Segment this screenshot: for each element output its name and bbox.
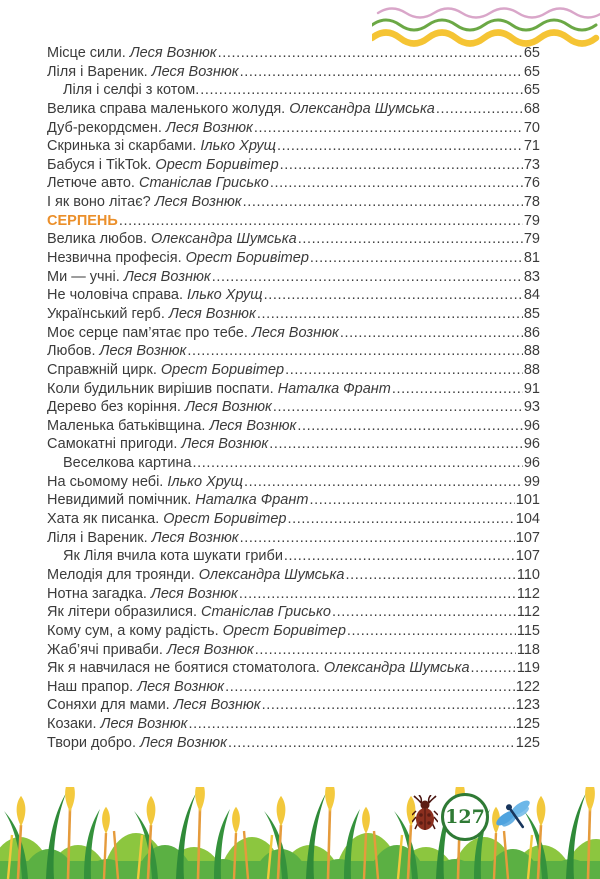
dotted-leader	[188, 716, 514, 732]
toc-entry-title: Український герб.	[47, 305, 165, 322]
toc-entry-author: Орест Боривітер	[155, 156, 279, 173]
toc-entry-title: Велика справа маленького жолудя.	[47, 100, 286, 117]
dotted-leader	[471, 660, 516, 676]
toc-entry	[47, 362, 540, 381]
toc-entry	[47, 660, 540, 679]
toc-entry-author: Леся Вознюк	[166, 641, 254, 658]
toc-entry-title: Велика любов.	[47, 231, 148, 248]
toc-entry-title: Справжній цирк.	[47, 361, 157, 378]
toc-entry	[47, 213, 540, 232]
toc-entry-page: 96	[523, 436, 540, 453]
dotted-leader	[257, 306, 523, 322]
toc-entry-title: Веселкова картина	[63, 455, 192, 472]
toc-entry-page: 101	[515, 492, 540, 509]
toc-entry-title: Соняхи для мами.	[47, 697, 170, 714]
toc-entry	[47, 511, 540, 530]
toc-entry-page: 65	[523, 82, 540, 99]
dotted-leader	[436, 101, 523, 117]
toc-entry-title: Невидимий помічник.	[47, 492, 192, 509]
dotted-leader	[240, 530, 515, 546]
dotted-leader	[298, 231, 523, 247]
toc-entry-title: Маленька батьківщина.	[47, 417, 206, 434]
toc-entry-title: Місце сили.	[47, 45, 126, 61]
toc-entry-page: 65	[523, 63, 540, 80]
toc-entry-author: Леся Вознюк	[151, 63, 239, 80]
toc-entry-title: Самокатні пригоди.	[47, 436, 178, 453]
toc-entry	[47, 567, 540, 586]
toc-entry	[47, 586, 540, 605]
toc-entry-page: 83	[523, 268, 540, 285]
toc-entry-title: На сьомому небі.	[47, 473, 164, 490]
toc-entry	[47, 250, 540, 269]
toc-entry	[47, 399, 540, 418]
toc-entry-author: Орест Боривітер	[160, 361, 285, 378]
page-number: 127	[445, 806, 485, 828]
toc-entry-title: Летюче авто.	[47, 175, 135, 192]
toc-entry-author: Леся Вознюк	[137, 678, 225, 695]
toc-entry-author: Леся Вознюк	[181, 436, 269, 453]
dotted-leader	[392, 381, 523, 397]
toc-entry-page: 122	[515, 678, 540, 695]
toc-entry	[47, 64, 540, 83]
toc-entry-author: Леся Вознюк	[129, 45, 217, 61]
toc-entry-author: Орест Боривітер	[163, 511, 287, 528]
toc-entry-author: Станіслав Грисько	[138, 175, 269, 192]
toc-entry-page: 70	[523, 119, 540, 136]
toc-entry-title: Мелодія для троянди.	[47, 566, 195, 583]
dotted-leader	[277, 138, 523, 154]
toc-entry-page: 85	[523, 305, 540, 322]
toc-entry-author: Олександра Шумська	[198, 566, 345, 583]
toc-entry	[47, 492, 540, 511]
toc-entry-page: 86	[523, 324, 540, 341]
toc-entry-page: 81	[523, 250, 540, 267]
toc-entry-title: Ми — учні.	[47, 268, 120, 285]
toc-entry-author: Наталка Франт	[195, 492, 309, 509]
toc-entry-page: 73	[523, 156, 540, 173]
toc-entry	[47, 530, 540, 549]
toc-entry	[47, 45, 540, 64]
dotted-leader	[228, 735, 515, 751]
toc-entry	[47, 138, 540, 157]
toc-entry-page: 71	[523, 138, 540, 155]
toc-entry	[47, 306, 540, 325]
toc-entry-page: 96	[523, 455, 540, 472]
toc-entry-page: 93	[523, 399, 540, 416]
dotted-leader	[270, 175, 523, 191]
toc-entry-title: Кому сум, а кому радість.	[47, 622, 219, 639]
toc-entry-page: 78	[523, 194, 540, 211]
toc-entry-page: 79	[523, 231, 540, 248]
dotted-leader	[347, 623, 516, 639]
toc-entry-title: Ліля і селфі з котом.	[63, 82, 200, 99]
toc-entry-author: Орест Боривітер	[185, 250, 309, 267]
dotted-leader	[269, 436, 523, 452]
toc-entry-title: Ліля і Вареник.	[47, 63, 148, 80]
toc-entry-title: Бабуся і TikTok.	[47, 156, 152, 173]
toc-entry-page: 99	[523, 473, 540, 490]
toc-entry	[47, 418, 540, 437]
toc-entry-page: 115	[516, 622, 540, 639]
toc-entry-author: Станіслав Грисько	[201, 604, 331, 621]
toc-entry-page: 79	[523, 212, 540, 229]
toc-entry	[47, 697, 540, 716]
toc-entry-author: Олександра Шумська	[323, 660, 470, 677]
toc-entry	[47, 455, 540, 474]
dotted-leader	[243, 194, 523, 210]
page-number-badge	[441, 793, 489, 841]
toc-entry-author: Олександра Шумська	[151, 231, 297, 248]
toc-entry-author: Ілько Хрущ	[187, 287, 263, 304]
toc-entry	[47, 474, 540, 493]
dotted-leader	[200, 82, 523, 98]
dotted-leader	[239, 586, 516, 602]
dotted-leader	[284, 548, 515, 564]
dotted-leader	[119, 213, 523, 229]
toc-entry	[47, 269, 540, 288]
dotted-leader	[287, 511, 514, 527]
toc-entry-author: Леся Вознюк	[165, 119, 253, 136]
toc-entry-page: 76	[523, 175, 540, 192]
toc-entry-page: 118	[516, 641, 540, 658]
toc-entry	[47, 175, 540, 194]
dotted-leader	[225, 679, 515, 695]
toc-entry	[47, 120, 540, 139]
toc-entry-page: 88	[523, 343, 540, 360]
toc-entry-author: Леся Вознюк	[99, 343, 187, 360]
toc-entry-title: Незвична професія.	[47, 250, 182, 267]
dotted-leader	[193, 455, 523, 471]
toc-list	[47, 45, 540, 753]
toc-entry-page: 84	[523, 287, 540, 304]
toc-entry-author: Леся Вознюк	[140, 734, 227, 751]
dotted-leader	[254, 120, 523, 136]
dotted-leader	[309, 492, 514, 508]
toc-entry-page: 68	[523, 100, 540, 117]
toc-entry-title: Коли будильник вирішив поспати.	[47, 380, 274, 397]
toc-entry	[47, 716, 540, 735]
toc-entry-page: 123	[515, 697, 540, 714]
toc-entry-page: 65	[523, 45, 540, 61]
dotted-leader	[297, 418, 522, 434]
toc-entry-page: 88	[523, 361, 540, 378]
toc-entry-page: 107	[515, 548, 540, 565]
toc-entry-title: Як я навчилася не боятися стоматолога.	[47, 660, 320, 677]
toc-entry	[47, 548, 540, 567]
toc-entry-title: Твори добро.	[47, 734, 137, 751]
toc-entry-author: Леся Вознюк	[150, 585, 238, 602]
toc-entry	[47, 194, 540, 213]
dotted-leader	[218, 45, 523, 61]
toc-entry-author: Леся Вознюк	[184, 399, 272, 416]
toc-entry-page: 104	[515, 511, 540, 528]
toc-entry-page: 112	[516, 604, 540, 621]
toc-entry-title: Хата як писанка.	[47, 511, 160, 528]
toc-entry-page: 110	[516, 566, 540, 583]
toc-entry-page: 107	[515, 529, 540, 546]
toc-entry-author: Ілько Хрущ	[200, 138, 276, 155]
toc-entry-author: Леся Вознюк	[100, 716, 188, 733]
toc-entry-title: Як літери образилися.	[47, 604, 198, 621]
toc-entry	[47, 604, 540, 623]
toc-entry-author: Леся Вознюк	[251, 324, 339, 341]
dotted-leader	[280, 157, 523, 173]
toc-entry-title: Дерево без коріння.	[47, 399, 181, 416]
beetle-icon	[412, 795, 438, 833]
toc-entry-title: Любов.	[47, 343, 96, 360]
toc-entry	[47, 325, 540, 344]
toc-entry-author: Леся Вознюк	[154, 194, 242, 211]
toc-entry	[47, 623, 540, 642]
dotted-leader	[244, 474, 523, 490]
toc-entry-author: Ілько Хрущ	[167, 473, 243, 490]
toc-entry	[47, 287, 540, 306]
toc-entry-title: Моє серце пам’ятає про тебе.	[47, 324, 248, 341]
dragonfly-icon	[490, 794, 536, 832]
toc-entry-title: Скринька зі скарбами.	[47, 138, 197, 155]
toc-entry-title: Наш прапор.	[47, 678, 134, 695]
dotted-leader	[262, 697, 515, 713]
toc-entry	[47, 82, 540, 101]
toc-entry	[47, 101, 540, 120]
toc-entry	[47, 642, 540, 661]
toc-entry-author: Наталка Франт	[277, 380, 391, 397]
dotted-leader	[187, 343, 522, 359]
dotted-leader	[240, 64, 523, 80]
toc-entry-title: Жаб’ячі приваби.	[47, 641, 163, 658]
toc-entry-title: СЕРПЕНЬ	[47, 212, 118, 229]
toc-entry	[47, 436, 540, 455]
dotted-leader	[285, 362, 523, 378]
toc-entry	[47, 735, 540, 754]
toc-entry-title: Дуб-рекордсмен.	[47, 119, 162, 136]
dotted-leader	[345, 567, 515, 583]
toc-entry-author: Леся Вознюк	[209, 417, 297, 434]
toc-entry	[47, 679, 540, 698]
toc-entry-author: Леся Вознюк	[173, 697, 261, 714]
wave-lines-icon	[372, 3, 600, 47]
toc-entry-page: 91	[523, 380, 540, 397]
toc-entry-title: Ліля і Вареник.	[47, 529, 148, 546]
toc-entry-author: Леся Вознюк	[168, 305, 256, 322]
toc-entry-page: 125	[515, 716, 540, 733]
toc-entry-author: Леся Вознюк	[123, 268, 211, 285]
dotted-leader	[264, 287, 523, 303]
toc-entry-title: Козаки.	[47, 716, 97, 733]
toc-entry-author: Леся Вознюк	[151, 529, 239, 546]
dotted-leader	[255, 642, 516, 658]
toc-entry	[47, 231, 540, 250]
toc-entry	[47, 157, 540, 176]
dotted-leader	[273, 399, 523, 415]
toc-entry-page: 125	[515, 734, 540, 751]
toc-entry	[47, 381, 540, 400]
dotted-leader	[212, 269, 523, 285]
dotted-leader	[310, 250, 523, 266]
toc-entry-author: Олександра Шумська	[289, 100, 435, 117]
toc-entry-author: Орест Боривітер	[222, 622, 346, 639]
toc-entry-page: 112	[516, 585, 540, 602]
toc-entry-title: Не чоловіча справа.	[47, 287, 183, 304]
dotted-leader	[340, 325, 523, 341]
toc-entry-page: 96	[523, 417, 540, 434]
toc-entry-page: 119	[516, 660, 540, 677]
toc-entry-title: І як воно літає?	[47, 194, 151, 211]
toc-entry-title: Нотна загадка.	[47, 585, 147, 602]
toc-entry-title: Як Ліля вчила кота шукати гриби	[63, 548, 283, 565]
dotted-leader	[332, 604, 516, 620]
toc-entry	[47, 343, 540, 362]
